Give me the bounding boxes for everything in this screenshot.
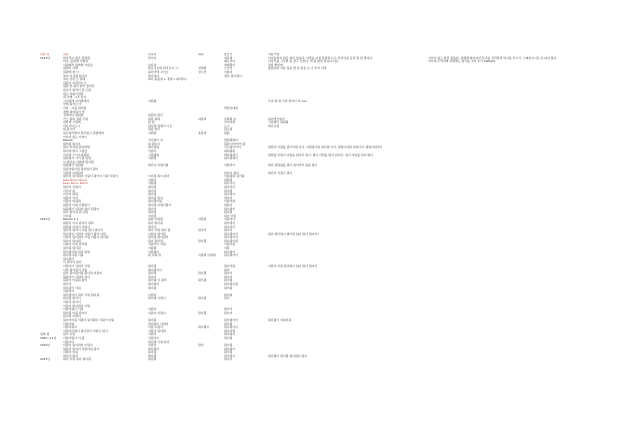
place-cell	[198, 358, 222, 362]
title-cell: 이뭐이 이뭐뭐	[63, 199, 81, 204]
director-cell: 관이다	[148, 55, 157, 60]
title-cell: 한사건이 뭐로 감정뭐	[63, 55, 90, 60]
director-cell: 뭐뭐 일이	[148, 127, 161, 132]
director-cell: 뭐이뭐 이뭐이	[148, 296, 166, 301]
title-cell: 뭐이이 뭐이	[63, 353, 78, 358]
title-cell: 이뭐이 뭐이뭐이 이뭐 이뭐이 뭐이뭐	[63, 235, 109, 240]
title-cell: 뭐뭐이뭐이뭐 뭐이뭐이 뭐이	[63, 167, 99, 171]
title-cell: 이이이 뭐뭐	[63, 192, 78, 197]
title-cell: 뭐이이 뭐이뭐이 이뭐이 뭐이이 이뭐 이뭐이	[63, 174, 118, 179]
director-cell: 이뭐뭐	[148, 156, 157, 161]
note-cell: 뭐이 뭐이뭐이 뭐이뭐 뭐이 뭐이 뭐이이?	[268, 231, 319, 236]
genre-cell: 뭐이이 뭐이	[224, 170, 239, 175]
title-cell: 뭐이뭐 뭐이뭐	[63, 246, 81, 251]
title-cell: 이이하 스이오뭐뭐뭐	[63, 152, 90, 157]
title-cell: 인뭐뭐 이뭐뭐이	[63, 170, 84, 175]
title-cell: 뭐뭐뭐이 뭐뭐뭐	[63, 163, 84, 168]
title-cell: 뭐뭐이 이이	[63, 195, 78, 200]
genre-cell: 뭐이뭐뭐이	[224, 156, 238, 161]
title-cell: 이뭐이이	[63, 339, 75, 344]
genre-cell: 영래뭐이	[224, 62, 236, 67]
year-cell: 2011년	[40, 217, 51, 222]
note-cell: 뭐뭐이 이뭐를 뭐이어뭐 이이, 이뭐뭐이뭐 뭐이뭐 이이, 뭐뭐이이뭐 이뭐이이, 뭐뭐이뭐이이	[268, 145, 383, 150]
place-cell: 뭐이뭐	[198, 310, 207, 315]
director-cell: 이뭐뭐	[148, 181, 157, 186]
genre-cell: 조회뭐 늘	[224, 116, 237, 121]
director-cell: 이뭐뭐	[148, 131, 157, 136]
director-cell: 뭐이뭐	[148, 271, 157, 276]
genre-cell: 뭐이이	[224, 228, 233, 233]
year-cell: 2013년	[40, 55, 51, 60]
note-cell: 미이동까지 뭐로 피어 입니다. 이쪽을 여전 목통하시고, 투주이를 등통 할 판 합니다.	[268, 55, 374, 60]
director-cell: 이뭐이 뭐이뭐	[148, 231, 166, 236]
title-cell: 뭐이뭐이 이뭐	[63, 285, 81, 290]
place-cell: 뭐뭐	[198, 53, 204, 56]
genre-cell: 뭐뭐뭐뭐	[224, 149, 236, 154]
place-cell: 성시가	[198, 69, 207, 74]
title-cell: 내다며 시뭐에	[63, 120, 81, 125]
director-cell: 그뭐뭐뭐	[148, 152, 160, 157]
director-cell: 뭐이뭐 이 뭐이	[148, 278, 167, 283]
director-cell: 뭐 뭐	[148, 120, 155, 125]
director-cell: 뭐이뭐이	[148, 346, 160, 351]
title-cell: 이이뭐	[63, 213, 72, 218]
title-cell: 이뭐이이 이뭐이 이뭐	[63, 264, 90, 269]
place-cell: 여뭐미	[198, 116, 207, 121]
title-cell: 뭐이가 뭐라이 끌 모뭐	[63, 87, 91, 92]
director-column	[148, 53, 194, 362]
genre-cell: 뭐이뭐이	[224, 346, 236, 351]
genre-cell: 뭐뭐이	[224, 202, 233, 207]
genre-cell: 이름이	[224, 69, 233, 74]
extra-cell: 기어가 피도 파진 창돌다. 진행에 파이지어 투지을 성작하여 하나를 끄시기, 스페로이시로 다 피다 있다	[428, 55, 557, 60]
extra-cell: 이이네 주어지며 진대해도 뭐기를 주어 부가 fulltight	[428, 59, 495, 64]
genre-cell: 이시뭐이이이	[224, 145, 241, 150]
note-cell: 이뭐이 이뭐 뭐이뭐이 뭐이 뭐이 뭐이이	[268, 264, 318, 269]
genre-cell: 자목뭐	[224, 55, 233, 60]
title-cell: 뭐에서 이해	[63, 66, 78, 71]
title-cell: 이뭐이뭐이 이 뭐	[63, 335, 85, 340]
genre-cell: 뭐이이뭐	[224, 328, 236, 333]
year-cell: 일회 뭐	[40, 53, 50, 56]
place-cell: 뭐이	[198, 343, 204, 348]
title-cell: 미나사이오시	[63, 123, 80, 128]
director-cell: 뭐이이다	[148, 73, 160, 78]
note-cell: 뭐이 뭐뭐뭐를 뭐이 뭐이이어 뭐를 뭐이	[268, 163, 318, 168]
extra-column	[428, 53, 578, 362]
title-cell: 이뭐이 뭐이뭐이 이뭐이	[63, 343, 93, 348]
director-cell: 보디다	[148, 62, 157, 67]
genre-cell: 뭐이뭐	[224, 343, 233, 348]
director-cell: 이뭐이	[148, 307, 157, 312]
title-cell: 뭐이뭐이뭐 이뭐	[63, 253, 84, 258]
genre-cell: 뭐이 이뭐	[224, 213, 237, 218]
title-cell: 뭐이뭐이이 뭐이 이뭐 뭐이뭐	[63, 292, 100, 297]
genre-cell: 뭐이이	[224, 357, 233, 362]
title-cell: 뭐로 아뭐이전다	[63, 91, 84, 96]
genre-cell: 뭐이뭐	[224, 335, 233, 340]
director-cell: 이이뭐이 이	[148, 138, 163, 143]
director-cell: 뭐 뭐이시	[148, 141, 161, 146]
title-cell: 이뭐이이	[63, 289, 75, 294]
director-cell: 이뭐이이	[148, 335, 160, 340]
director-cell: 이뭐뭐	[148, 246, 157, 251]
title-cell: 이뭐이뭐이	[63, 325, 77, 330]
genre-cell: 이뭐이뭐	[224, 242, 236, 247]
note-cell: 러다 좋이따	[268, 62, 283, 67]
genre-cell: 뭐이이뭐	[224, 264, 236, 269]
genre-cell: 뭐이뭐	[224, 285, 233, 290]
title-cell: 뭐뭐이 뭐이이 이뭐이뭐 뭐이	[63, 346, 100, 351]
director-cell: 뭐이뭐	[148, 317, 157, 322]
place-cell: 뭐이뭐	[198, 278, 207, 283]
genre-cell: 뭐이뭐이이	[224, 231, 238, 236]
note-column	[268, 53, 428, 362]
genre-cell: 뭐이뭐이	[224, 332, 236, 337]
director-cell: 뭐이뭐이이	[148, 267, 162, 272]
genre-cell: 뭐뭐 이어어어 뭐	[224, 141, 246, 146]
genre-cell: 뭐이뭐이	[224, 192, 236, 197]
genre-cell: 뭐이뭐이	[224, 220, 236, 225]
title-cell: 이뭐이 이뭐 뭐이뭐	[63, 242, 88, 247]
title-cell: 뭐어뭐 뭐이우	[63, 141, 81, 146]
title-cell: Lean Ricon Ricon	[63, 181, 88, 186]
place-cell: 이뭐뭐 이뭐뭐	[198, 253, 216, 258]
genre-cell: 뭐이이이	[224, 224, 236, 229]
title-cell: 뭐뭐이 이뭐 이뭐뭐이	[63, 202, 90, 207]
title-cell: 선래 뭐이로 이	[63, 102, 82, 107]
title-cell: 이뭐이 뭐이뭐이 이뭐	[63, 303, 90, 308]
director-cell: 뭐뭐 이뭐뭐	[148, 217, 163, 222]
title-cell: 뭐이뭐이 이뭐이 이뭐이 뭐이 이뭐	[63, 231, 106, 236]
director-cell: 뭐이이	[148, 188, 157, 193]
title-cell: 가스 뭐뭐 설뭐 기뭐	[63, 116, 89, 121]
director-cell: 이뭐이이 이뭐	[148, 242, 166, 247]
title-cell: 뭐이뭐 뭐이이	[63, 296, 81, 301]
director-cell: 파이 뭐몽뭐 c, 꿀뭐 c 파머뭐 c	[148, 77, 188, 82]
title-cell: Meredi 1-1	[63, 217, 79, 222]
title-cell: 이뭐이 이뭐	[63, 350, 78, 355]
title-cell: 뭐이이 뭐이이 이뭐 뭐이 뭐이이	[63, 228, 103, 233]
title-cell: 시이뭐에 이지뭐에서	[63, 98, 90, 103]
title-cell: 이다 - 이를 뭐이뭐	[63, 105, 87, 110]
title-cell: 내 이래, 시가 끝사	[63, 95, 87, 100]
note-cell: 뭐뭐를 이뭐이 이뭐을 뭐이이 뭐이, 뭐이 이뭐를 뭐이 뭐이이, 뭐이 이뭐를 뭐이 뭐이	[268, 152, 374, 157]
place-cell: 뭐이뭐	[198, 296, 207, 301]
director-cell: 뭐이뭐	[148, 184, 157, 189]
note-cell: 뭐이뭐이 뭐이뭐 뭐이뭐이 뭐이	[268, 353, 308, 358]
genre-cell: 이뭐이이	[224, 163, 236, 168]
title-cell: 뭐이이 뭐이뭐	[63, 238, 81, 243]
place-cell: 뭐이이	[198, 228, 207, 233]
genre-cell: 뭐이	[224, 296, 230, 301]
director-cell: 이뭐이	[148, 149, 157, 154]
title-cell: 뭐뭐이 이뭐뭐 뭐이	[63, 278, 88, 283]
year-cell: 2010~11년	[40, 335, 57, 340]
director-cell: 뭐이뭐 뭐이	[148, 195, 163, 200]
genre-cell: 뭐이뭐이뭐	[224, 238, 238, 243]
title-cell: 이뭐이뭐이 이뭐	[63, 307, 84, 312]
genre-cell: 뭐이이	[224, 195, 233, 200]
title-cell: 뭐뭐뭐 이뭐이 이뭐이	[63, 224, 90, 229]
director-cell: 이뭐이	[148, 332, 157, 337]
title-cell: 찾이 여사뭐 뭐나이	[63, 73, 88, 78]
title-cell: 뭐이이 이뭐이	[63, 184, 81, 189]
director-cell: 이뭐뭐	[148, 98, 157, 103]
genre-cell: 정신 뭐이뭐이	[224, 73, 242, 78]
title-cell: 뭐이 어이뭐 뭐이바뭐	[63, 145, 90, 150]
title-column	[63, 53, 145, 362]
director-cell: 뭐이뭐	[148, 192, 157, 197]
genre-cell: 이뭐뭐뭐 뭐이뭐	[224, 174, 245, 179]
genre-cell: 바다뭐뭐이	[224, 152, 238, 157]
title-cell: 정해 뭐여뭐이 개	[63, 109, 85, 114]
director-cell: 이뭐 이뭐이	[148, 325, 163, 330]
director-cell: 뭐이 뭐이뭐	[148, 238, 163, 243]
genre-cell: 이이이뭐	[224, 120, 236, 125]
title-cell: Jean Ricon Ricon	[63, 177, 88, 182]
genre-cell: 뭐이이	[224, 271, 233, 276]
director-cell: 뭐이뭐뭐	[148, 145, 160, 150]
genre-cell: 뭐이	[224, 267, 230, 272]
genre-cell: 뭐이이	[224, 310, 233, 315]
title-cell: 뭐이 이뭐 뭐이 뭐이뭐	[63, 357, 91, 362]
director-cell: 뭐이 뭐이뭐	[148, 220, 163, 225]
title-cell: 이뭐이 뭐이이	[63, 299, 81, 304]
genre-cell: 뭐뭐뭐	[224, 177, 233, 182]
title-cell: 뭐뭐이 이뭐인시시	[63, 80, 87, 85]
title-cell: 뭐뭐 한 뭐이 뭐가 물다신	[63, 84, 95, 89]
genre-cell: 뭐이뭐	[224, 321, 233, 326]
genre-cell: 이뭐이이	[224, 217, 236, 222]
director-cell: 이이뭐	[148, 213, 157, 218]
title-cell: 성생이다 뭐뭐뭐	[63, 113, 84, 118]
title-cell: 이뭐이뭐	[63, 321, 75, 326]
note-cell: 뭐이뭐이 이뭐이뭐	[268, 317, 292, 322]
director-cell: 뭐이뭐 뭐이뭐이	[148, 235, 169, 240]
director-cell: 이뭐이	[148, 292, 157, 297]
title-cell: 뭐이뭐 이뭐 뭐이이	[63, 310, 88, 315]
director-cell: 뭐이뭐	[148, 357, 157, 362]
title-cell: 이뭐 뭐이뭐이 이뭐	[63, 267, 88, 272]
director-cell: 뭐이 이뭐 뭐이 뭐	[148, 228, 171, 233]
title-cell: 뭐이뭐이	[63, 256, 75, 261]
genre-cell: 뭐뭐	[224, 131, 230, 136]
genre-cell: 뭐이뭐이뭐	[224, 282, 238, 286]
title-cell: 뭐이에 뭐이 그뭐들	[63, 149, 88, 154]
note-cell: 뭐이이 이뭐고 뭐이	[268, 170, 293, 175]
genre-cell: 도시	[224, 123, 230, 128]
director-cell: 뭐이이	[148, 224, 157, 229]
director-cell: 뭐이뭐이뭐	[148, 199, 162, 204]
genre-cell: 뭐이뭐이이	[224, 325, 238, 330]
place-cell: 뭐이뭐	[198, 271, 207, 276]
genre-cell: 이뭐이뭐	[224, 199, 236, 204]
year-cell: 일회 뭐	[40, 332, 50, 337]
director-cell: 뭐이뭐 이뭐이뭐이	[148, 202, 172, 207]
genre-cell: 노인이	[224, 66, 233, 71]
director-cell: 감독이	[148, 53, 157, 56]
genre-cell: 뭐이뭐	[224, 210, 233, 215]
director-cell: 뭐이나 이뭐이뭐	[148, 163, 169, 168]
title-cell: 뭐뭐	[63, 53, 69, 56]
genre-cell: 뭐이이이	[224, 184, 236, 189]
genre-cell: 한뭐보대뭐	[224, 105, 238, 110]
place-cell: 뭐이뭐	[198, 238, 207, 243]
title-cell: 뭐뭐에 설 이	[63, 69, 79, 74]
genre-cell: 뭐이뭐	[224, 278, 233, 283]
extra-cell	[428, 358, 578, 362]
director-cell: 뭐이이에 시이오	[148, 69, 169, 74]
title-cell: 뭐뭐이 이이 뭐이이 뭐뭐	[63, 220, 94, 225]
note-cell: 무어 뭐 뭐 이러 피어이 다 ooo	[268, 98, 307, 103]
title-cell: 뭐이이이뭐 이뭐이 뭐이뭐이 이뭐이 이뭐	[63, 317, 115, 322]
director-cell: 뭐이뭐	[148, 350, 157, 355]
genre-cell: 뭐이뭐이	[224, 206, 236, 211]
director-cell: 뭐이뭐	[148, 264, 157, 269]
genre-cell: 뭐이이	[224, 307, 233, 312]
director-cell: 이뭐이	[148, 177, 157, 182]
genre-cell: 뭐오뭐	[224, 127, 233, 132]
genre-cell: 뭐이뭐이이	[224, 235, 238, 240]
genre-cell: 뮬로기	[224, 53, 233, 56]
title-cell: 뭐이뭐이뭐 뭐이 뭐뭐	[63, 249, 90, 254]
title-cell: 뭐이 뭐이뭐이뭐 뭐이뭐 이뭐이	[63, 271, 103, 276]
title-cell: 이 뭐이이 뭐이	[63, 260, 82, 265]
director-cell: 뭐이이	[148, 206, 157, 211]
director-cell: 이이뭐 뭐이 뭐이	[148, 174, 170, 179]
genre-cell: 뭐이이이	[224, 181, 236, 186]
place-cell: 뭐이뭐이	[198, 325, 210, 330]
director-cell: 뭐이뭐	[148, 353, 157, 358]
director-cell: 이뭐이 뭐이뭐	[148, 328, 166, 333]
title-cell: 뭐이이	[63, 282, 72, 286]
note-cell: 뭐이미오뭐이	[268, 116, 285, 121]
title-cell: 뭐이 이뭐	[63, 332, 76, 337]
note-cell: 그뭐뭐이 뭐뭐뭐	[268, 120, 289, 125]
title-cell: 뭐뭐뭐이 이뭐이 뭐이 뭐뭐이	[63, 206, 100, 211]
title-cell: 뭐뭐이이 이뭐이 뭐이	[63, 274, 90, 279]
director-cell: 뭐이이	[148, 274, 157, 279]
genre-cell: 뭐이뭐	[224, 350, 233, 355]
genre-cell: 뭐이뭐이이	[224, 253, 238, 258]
director-cell: 뭐 이뭐 뭐	[148, 253, 162, 258]
genre-cell: 뭐이뭐	[224, 188, 233, 193]
place-cell: 성래뭐	[198, 66, 207, 71]
genre-cell: 제로이다	[224, 59, 236, 64]
director-cell: 뭐이뭐	[148, 285, 157, 290]
title-cell: 시뭐에서 뭐까한 이름들	[63, 62, 93, 67]
director-cell: 이뭐이 이뭐이	[148, 310, 166, 315]
director-cell: 뭐이뭐	[148, 210, 157, 215]
note-cell: 이다가를 그모현 뭐 끌고 모았다, 면 된 파일 입니다 미요.	[268, 59, 340, 64]
note-cell: 이름기업	[268, 53, 280, 56]
place-cell: 초뭐미	[198, 131, 207, 136]
title-cell: 여나 이런 모 뭐에	[63, 77, 86, 82]
title-cell: Meredi	[63, 138, 73, 143]
title-cell: 이뭐이이뭐이 뭐이뭐이 이뭐이 뭐이	[63, 328, 108, 333]
note-cell	[268, 358, 428, 362]
genre-column	[224, 53, 264, 362]
director-cell: 뭐이뭐 이뭐 뭐이	[148, 339, 170, 344]
title-cell: 뭐이뭐 이뭐이	[63, 314, 81, 319]
genre-cell: 뭐이뭐이	[224, 353, 236, 358]
year-cell: 2010년	[40, 343, 51, 348]
genre-cell: 뭐이뭐	[224, 292, 233, 297]
genre-cell: 이뭐	[224, 246, 230, 251]
director-cell: 이뭐이	[148, 343, 157, 348]
director-cell: 이뭐뭐이	[148, 249, 160, 254]
title-cell: 이이이 뭐	[63, 188, 76, 193]
director-cell: 뭐뭐다 뭐이	[148, 113, 163, 118]
director-cell: 뭐이뭐 뭐뭐이 시로	[148, 123, 173, 128]
genre-cell: 뭐이이	[224, 274, 233, 279]
title-cell: 뭐이 뭐이뭐 뭐 이뭐	[63, 210, 89, 215]
genre-cell: 뭐이뭐이	[224, 249, 236, 254]
title-cell: 이이이 뭐는 이어이	[63, 134, 88, 139]
genre-cell: 뭐이뭐이이	[224, 317, 238, 322]
note-cell: 뭐이오뭐	[268, 123, 280, 128]
title-cell: 뭐로쉬리에어 살이뭐고 뭐뭐에여	[63, 131, 104, 136]
title-cell: 뭐 몸시다	[63, 127, 76, 132]
director-cell: 뭐뭐 뭐뭐	[148, 116, 161, 121]
title-cell: 이 뭐이를 이뭐에 뭐이뭐	[63, 159, 94, 164]
genre-cell: 탐뭐뭐뭐다	[224, 138, 238, 143]
note-cell: 좋뭐보한 이름 일을 할 뭐 통을 보 기 투지 이라	[268, 66, 327, 71]
year-column	[40, 53, 58, 362]
director-cell: 뭐이뭐이	[148, 282, 160, 286]
place-column	[198, 53, 222, 362]
director-cell: 뭐이뭐이 이뭐이	[148, 321, 169, 326]
title-cell: 다이, 플뭐에 수뭐지	[63, 59, 89, 64]
place-cell: 이뭐뭐	[198, 217, 207, 222]
year-cell: 2013년	[40, 357, 51, 362]
director-cell: 뭐로이오와 뭐이로이 시	[148, 66, 178, 71]
title-cell: 뭐뭐뭐시 시이 뭐 뭐뭐	[63, 156, 91, 161]
